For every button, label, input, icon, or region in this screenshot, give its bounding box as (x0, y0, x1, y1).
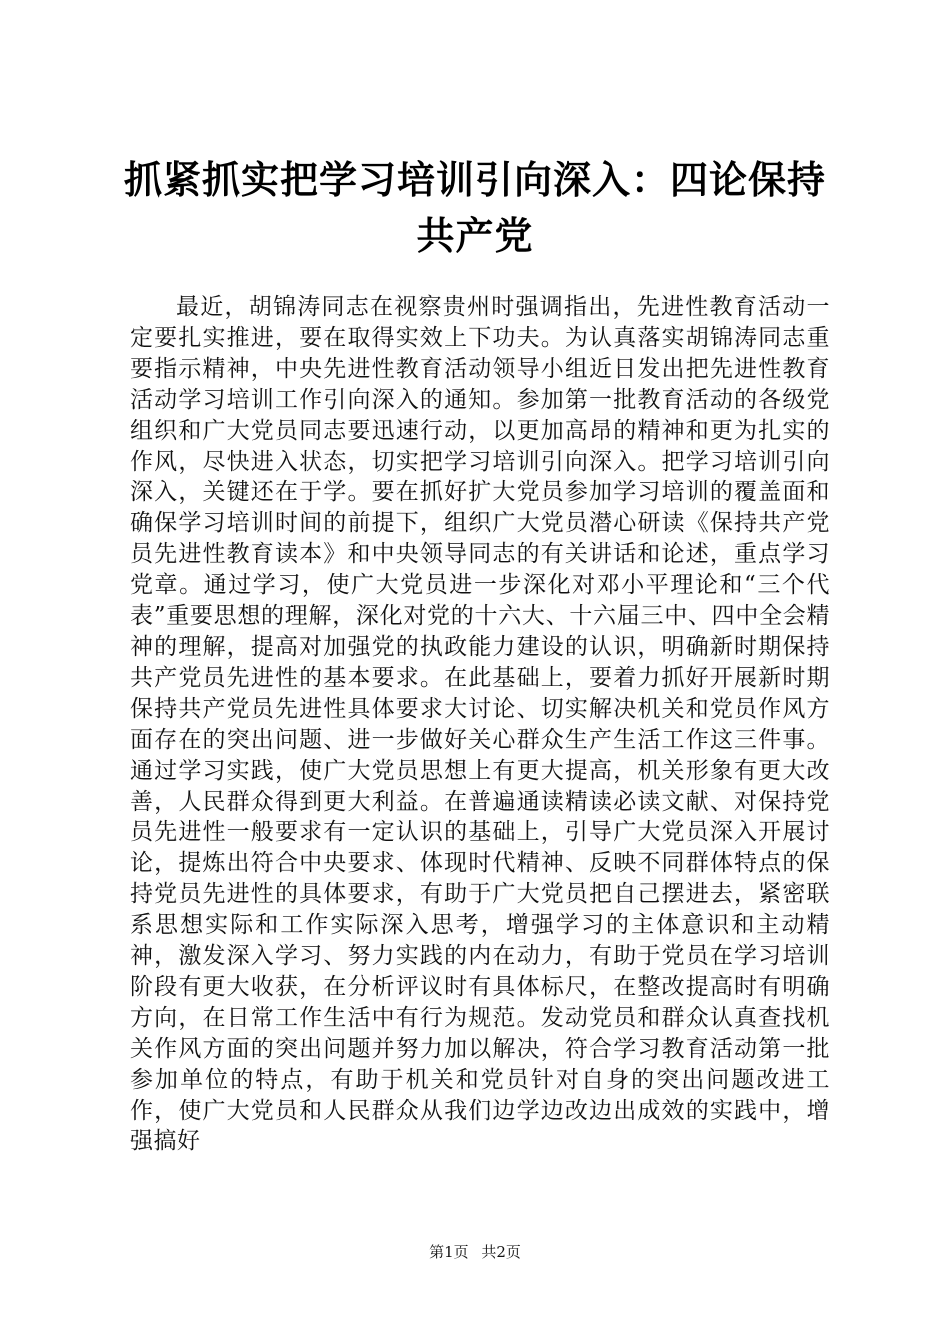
page-total: 共2页 (481, 1243, 521, 1261)
body-paragraph: 最近，胡锦涛同志在视察贵州时强调指出，先进性教育活动一定要扎实推进，要在取得实效上下功夫。为认真落实胡锦涛同志重要指示精神，中央先进性教育活动领导小组近日发出把先进性教育活动学习培训工作引向深入的通知。参加第一批教育活动的各级党组织和广大党员同志要迅速行动，以更加高昂的精神和更为扎实的作风，尽快进入状态，切实把学习培训引向深入。把学习培训引向深入，关键还在于学。要在抓好扩大党员参加学习培训的覆盖面和确保学习培训时间的前提下，组织广大党员潜心研读《保持共产党员先进性教育读本》和中央领导同志的有关讲话和论述，重点学习党章。通过学习，使广大党员进一步深化对邓小平理论和“三个代表”重要思想的理解，深化对党的十六大、十六届三中、四中全会精神的理解，提高对加强党的执政能力建设的认识，明确新时期保持共产党员先进性的基本要求。在此基础上，要着力抓好开展新时期保持共产党员先进性具体要求大讨论、切实解决机关和党员作风方面存在的突出问题、进一步做好关心群众生产生活工作这三件事。通过学习实践，使广大党员思想上有更大提高，机关形象有更大改善，人民群众得到更大利益。在普遍通读精读必读文献、对保持党员先进性一般要求有一定认识的基础上，引导广大党员深入开展讨论，提炼出符合中央要求、体现时代精神、反映不同群体特点的保持党员先进性的具体要求，有助于广大党员把自己摆进去，紧密联系思想实际和工作实际深入思考，增强学习的主体意识和主动精神，激发深入学习、努力实践的内在动力，有助于党员在学习培训阶段有更大收获，在分析评议时有具体标尺，在整改提高时有明确方向，在日常工作生活中有行为规范。发动党员和群众认真查找机关作风方面的突出问题并努力加以解决，符合学习教育活动第一批参加单位的特点，有助于机关和党员针对自身的突出问题改进工作，使广大党员和人民群众从我们边学边改边出成效的实践中，增强搞好 (130, 294, 830, 1155)
page-footer (0, 1242, 950, 1262)
document-title: 抓紧抓实把学习培训引向深入：四论保持共产党 (123, 158, 826, 258)
page-number: 第1页 (429, 1243, 469, 1261)
